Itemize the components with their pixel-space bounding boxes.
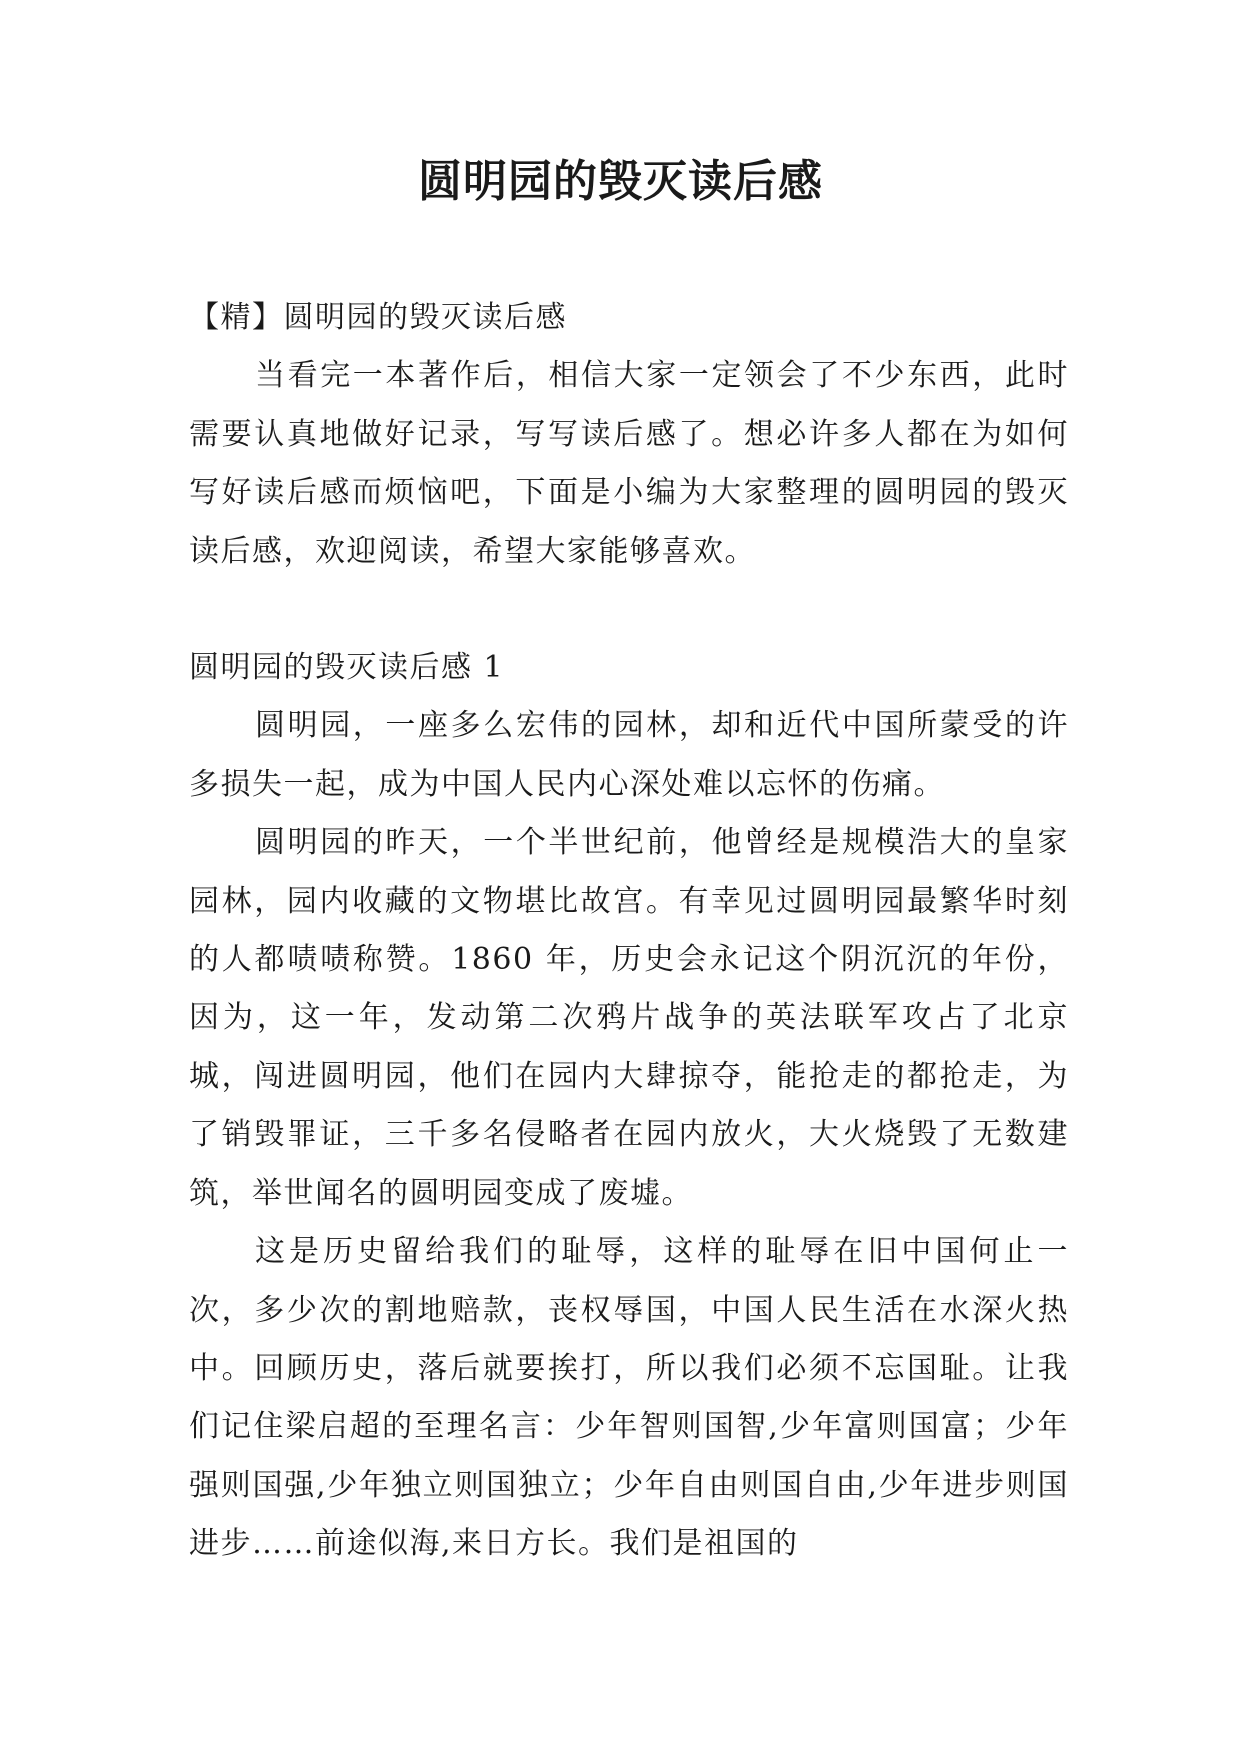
section-heading: 圆明园的毁灭读后感 1 [189,650,505,686]
document-body [189,289,1069,1574]
body-paragraph: 圆明园，一座多么宏伟的园林，却和近代中国所蒙受的许多损失一起，成为中国人民内心深处难以忘怀的伤痛。 [189,708,1069,802]
body-paragraph: 这是历史留给我们的耻辱，这样的耻辱在旧中国何止一次，多少次的割地赔款，丧权辱国，中国人民生活在水深火热中。回顾历史，落后就要挨打，所以我们必须不忘国耻。让我们记住梁启超的至理名言：少年智则国智,少年富则国富；少年强则国强,少年独立则国独立；少年自由则国自由,少年进步则国进步……前途似海,来日方长。我们是祖国的 [189,1234,1069,1562]
body-paragraph: 圆明园的昨天，一个半世纪前，他曾经是规模浩大的皇家园林，园内收藏的文物堪比故宫。有幸见过圆明园最繁华时刻的人都啧啧称赞。1860 年，历史会永记这个阴沉沉的年份，因为，这一年，发动第二次鸦片战争的英法联军攻占了北京城，闯进圆明园，他们在园内大肆掠夺，能抢走的都抢走，为了销毁罪证，三千多名侵略者在园内放火，大火烧毁了无数建筑，举世闻名的圆明园变成了废墟。 [189,825,1069,1211]
document-title: 圆明园的毁灭读后感 [418,156,823,207]
document-subtitle: 【精】圆明园的毁灭读后感 [189,300,567,335]
intro-paragraph: 当看完一本著作后，相信大家一定领会了不少东西，此时需要认真地做好记录，写写读后感了。想必许多人都在为如何写好读后感而烦恼吧，下面是小编为大家整理的圆明园的毁灭读后感，欢迎阅读，希望大家能够喜欢。 [189,358,1069,569]
